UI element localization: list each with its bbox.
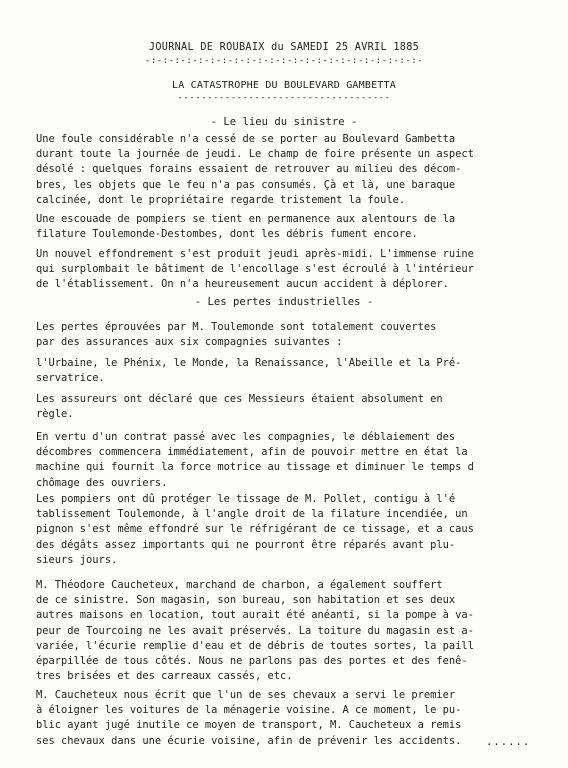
paragraph — [36, 688, 540, 749]
text-line: par des assurances aux six compagnies suivantes : — [36, 336, 343, 349]
text-line: peur de Tourcoing ne les avait préservés. La toiture du magasin est a- — [36, 624, 474, 637]
text-line: des dégâts assez importants qui ne pourront être réparés avant plu- — [36, 538, 456, 551]
text-line: de ce sinistre. Son magasin, son bureau, son habitation et ses deux — [36, 594, 456, 607]
text-line: Une escouade de pompiers se tient en permanence aux alentours de la — [36, 213, 456, 225]
text-line: décombres commencera immédiatement, afin de pouvoir mettre en état la — [36, 446, 468, 459]
text-line: durant toute la journée de jeudi. Le champ de foire présente un aspect — [36, 148, 474, 161]
text-line: Les pompiers ont dû protéger le tissage de M. Pollet, contigu à l'é — [36, 493, 456, 505]
paragraph — [36, 212, 540, 242]
paragraph — [36, 247, 540, 293]
text-line: à éloigner les voitures de la ménagerie voisine. A ce moment, le pu- — [36, 704, 462, 717]
text-line: Un nouvel effondrement s'est produit jeudi après-midi. L'immense ruine — [36, 248, 474, 260]
text-line: pignon s'est même effondré sur le réfrigérant de ce tissage, et a caus — [36, 523, 474, 536]
text-line: Les assureurs ont déclaré que ces Messieurs étaient absolument en — [36, 393, 443, 405]
section-heading-lieu: - Le lieu du sinistre - — [210, 116, 358, 128]
paragraph — [36, 132, 540, 208]
paragraph — [36, 392, 540, 422]
paragraph — [36, 578, 540, 684]
text-line: tablissement Toulemonde, à l'angle droit de la filature incendiée, un — [36, 508, 468, 521]
end-of-page-dots: ...... — [486, 736, 531, 748]
article-title-underline: ------------------------------------ — [177, 93, 391, 103]
article-title: LA CATASTROPHE DU BOULEVARD GAMBETTA — [172, 80, 396, 91]
text-line: ses chevaux dans une écurie voisine, afin de prévenir les accidents. — [36, 734, 462, 747]
text-line: En vertu d'un contrat passé avec les compagnies, le déblaiement des — [36, 431, 456, 443]
text-line: tres brisées et des carreaux cassés, etc. — [36, 670, 293, 683]
text-line: M. Théodore Caucheteux, marchand de charbon, a également souffert — [36, 579, 443, 591]
text-line: filature Toulemonde-Destombes, dont les débris fument encore. — [36, 228, 418, 241]
text-line: M. Caucheteux nous écrit que l'un de ses chevaux a servi le premier — [36, 689, 456, 701]
paragraph — [36, 430, 540, 491]
paragraph — [36, 356, 540, 386]
paragraph — [36, 492, 540, 568]
text-line: variée, l'écurie remplie d'eau et de débris de toutes sortes, la paill — [36, 639, 474, 652]
text-line: désolé : quelques forains essaient de retrouver au milieu des décom- — [36, 163, 462, 176]
text-line: blic ayant jugé inutile ce moyen de transport, M. Caucheteux a remis — [36, 719, 462, 732]
text-line: de l'établissement. On n'a heureusement aucun accident à déplorer. — [36, 278, 449, 291]
text-line: Les pertes éprouvées par M. Toulemonde sont totalement couvertes — [36, 321, 437, 333]
text-line: bres, les objets que le feu n'a pas consumés. Çà et là, une baraque — [36, 178, 456, 191]
text-line: qui surplombait le bâtiment de l'encollage s'est écroulé à l'intérieur — [36, 263, 474, 276]
text-line: servatrice. — [36, 372, 105, 385]
text-line: règle. — [36, 408, 74, 421]
text-line: Une foule considérable n'a cessé de se porter au Boulevard Gambetta — [36, 133, 456, 145]
text-line: chômage des ouvriers. — [36, 476, 168, 489]
newspaper-title: JOURNAL DE ROUBAIX du SAMEDI 25 AVRIL 1885 — [148, 42, 420, 53]
text-line: autres maisons en location, tout aurait été anéanti, si la pompe à va- — [36, 609, 474, 622]
text-line: l'Urbaine, le Phénix, le Monde, la Renaissance, l'Abeille et la Pré- — [36, 357, 462, 369]
title-separator: -:-:-:-:-:-:-:-:-:-:-:-:-:-:-:-:-:-:-:-:-:-:-:- — [144, 56, 424, 66]
text-line: machine qui fournit la force motrice au tissage et diminuer le temps d — [36, 461, 474, 474]
text-line: éparpillée de tous côtés. Nous ne parlons pas des portes et des fenê- — [36, 655, 468, 668]
paragraph — [36, 320, 540, 350]
text-line: calcinée, dont le propriétaire regarde tristement la foule. — [36, 193, 406, 206]
text-line: sieurs jours. — [36, 553, 118, 566]
section-heading-pertes: - Les pertes industrielles - — [194, 296, 374, 308]
